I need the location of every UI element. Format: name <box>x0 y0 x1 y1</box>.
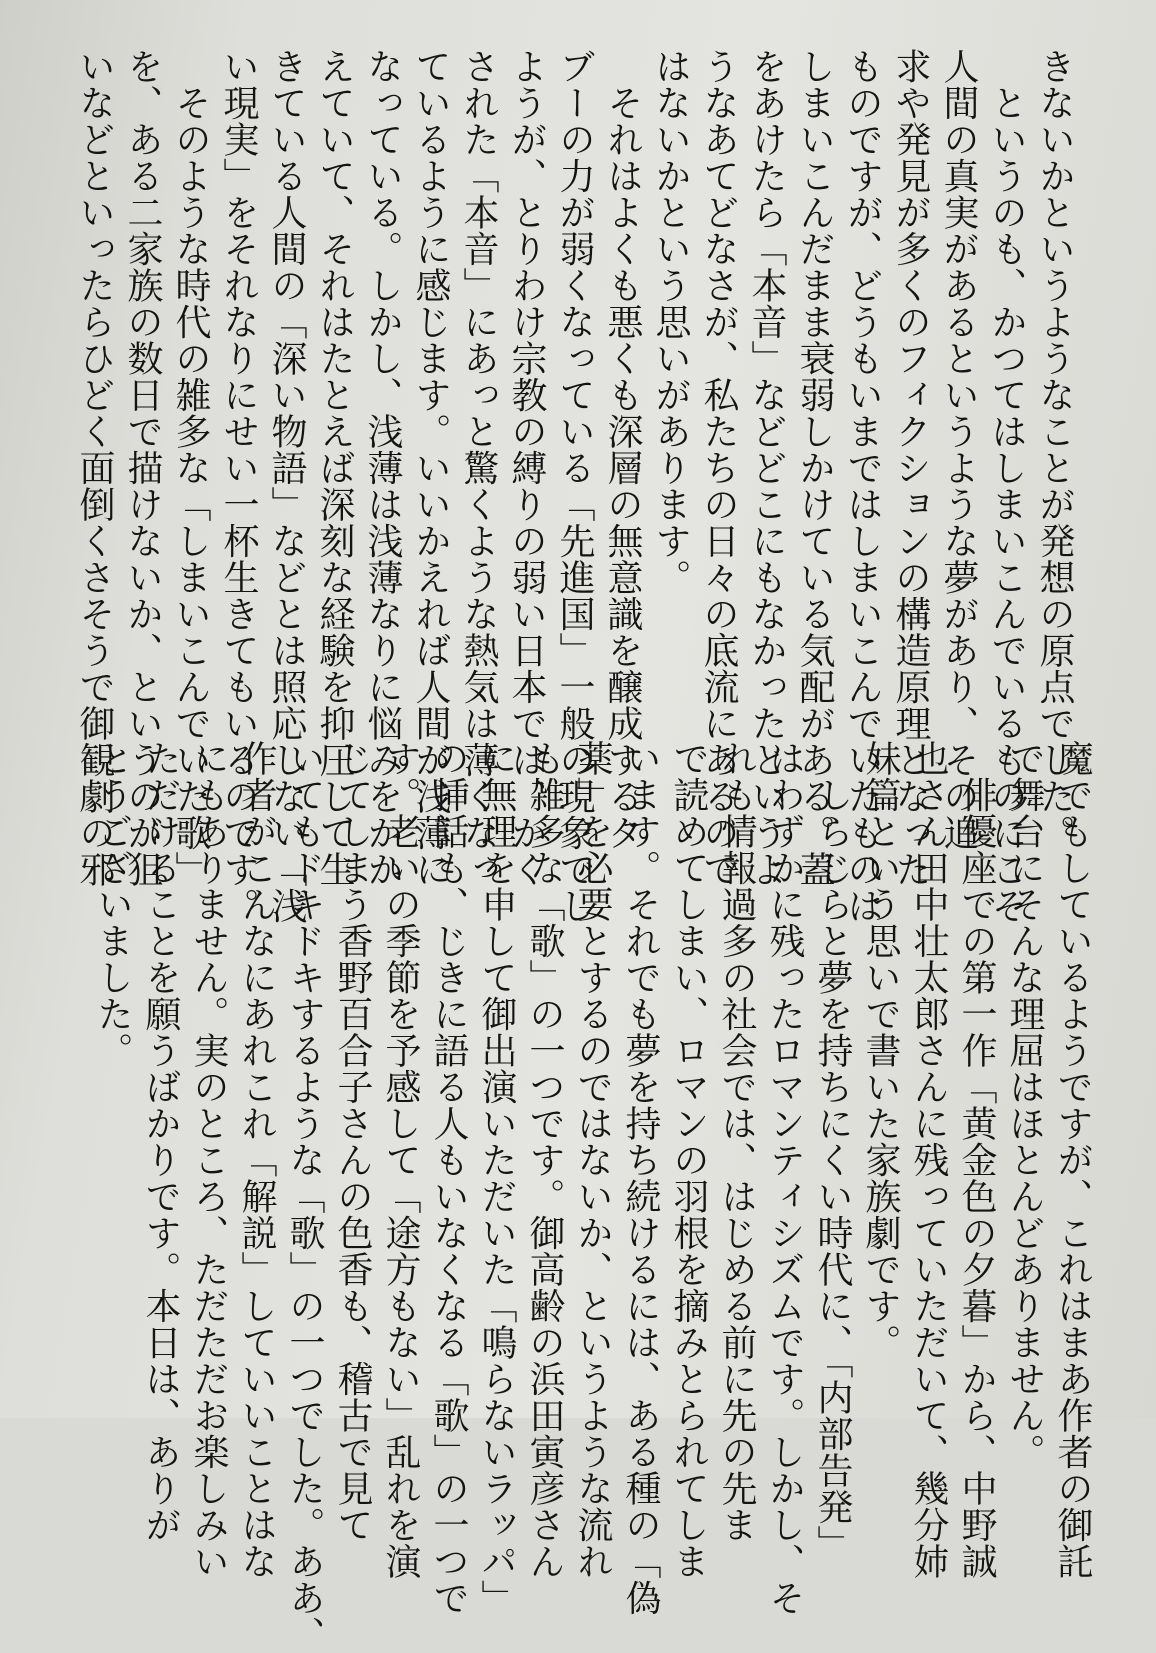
text-line: じてしまう香野百合子さんの色香も、稽古で見て <box>332 740 373 1543</box>
text-line: います。それでも夢を持ち続けるには、ある種の「偽 <box>620 740 661 1616</box>
text-line: ようが、とりわけ宗教の縛りの弱い日本では、かく <box>506 48 547 888</box>
text-line: 薬」を必要とするのではないか、というような流れ <box>572 740 613 1580</box>
text-line: を、ある二家族の数日で描けないか、というのが狙 <box>122 48 163 888</box>
text-line: それはよくも悪くも深層の無意識を醸成するタ <box>602 48 643 851</box>
text-line: うなあてどなさが、私たちの日々の底流にあるので <box>698 48 739 888</box>
text-line: す。老いの季節を予感して「途方もない」乱れを演 <box>380 740 421 1580</box>
text-line: ものですが、どうもいまではしまいこんでいたものは <box>842 48 883 924</box>
text-line: 作者がこんなにあれこれ「解説」していいことはな <box>236 740 277 1580</box>
text-line: きている人間の「深い物語」などとは照応しない「浅 <box>266 48 307 924</box>
text-line: にもありません。実のところ、ただただお楽しみい <box>188 740 229 1580</box>
text-line: というのも、かつてはしまいこんでいるものにこそ <box>986 48 1027 924</box>
text-line: はないかという思いがあります。 <box>650 48 691 596</box>
text-line: に無理を申して御出演いただいた「鳴らないラッパ」 <box>476 740 517 1616</box>
text-line: そのような時代の雑多な「しまいこんでいた歌」 <box>170 48 211 888</box>
text-line: で読めてしまい、ロマンの羽根を摘みとられてしま <box>668 740 709 1580</box>
text-line: きないかというようなことが発想の原点でした。 <box>1034 48 1075 851</box>
bottom-text-block <box>88 740 1096 1653</box>
text-line: なっている。しかし、浅薄は浅薄なりに悩みをかか <box>362 48 403 888</box>
text-line: をあけたら「本音」などどこにもなかったというよ <box>746 48 787 888</box>
text-line: ているように感じます。いいかえれば人間が浅薄に <box>410 48 451 888</box>
text-line: で舞台にそんな理屈はほとんどありません。 <box>1004 740 1045 1470</box>
text-line: も雑多な「歌」の一つです。御高齢の浜田寅彦さん <box>524 740 565 1580</box>
text-line: 魔でもしているようですが、これはまあ作者の御託 <box>1052 740 1093 1580</box>
text-line: とうございました。 <box>92 740 133 1069</box>
text-line: い現実」をそれなりにせい一杯生きてもいるのです。 <box>218 48 259 924</box>
text-line: はわずかに残ったロマンティシズムです。しかし、そ <box>764 740 805 1616</box>
text-line: えていて、それはたとえば深刻な経験を抑圧して生 <box>314 48 355 888</box>
text-line: 妹篇という思いで書いた家族劇です。 <box>860 740 901 1361</box>
text-line: しまいこんだまま衰弱しかけている気配がある。蓋 <box>794 48 835 888</box>
text-line: ただけることを願うばかりです。本日は、ありが <box>140 740 181 1543</box>
text-line: 求や発見が多くのフィクションの構造原理となった <box>890 48 931 888</box>
text-line: された「本音」にあっと驚くような熱気は薄くなっ <box>458 48 499 888</box>
text-line: 也さん田中壮太郎さんに残っていただいて、幾分姉 <box>908 740 949 1580</box>
text-line: いてもドキドキするような「歌」の一つでした。ああ、 <box>284 740 325 1653</box>
text-line: 人間の真実があるというような夢があり、その追 <box>938 48 979 851</box>
text-line: 俳優座での第一作「黄金色の夕暮」から、中野誠 <box>956 740 997 1580</box>
text-line: れも情報過多の社会では、はじめる前に先の先ま <box>716 740 757 1543</box>
text-line: しらじらと夢を持ちにくい時代に、「内部告発」 <box>812 740 853 1562</box>
text-line: の挿話も、じきに語る人もいなくなる「歌」の一つで <box>428 740 469 1616</box>
text-line: ブーの力が弱くなっている「先進国」一般の現象でし <box>554 48 595 924</box>
text-line: いなどといったらひどく面倒くさそうで御観劇の邪 <box>74 48 115 888</box>
